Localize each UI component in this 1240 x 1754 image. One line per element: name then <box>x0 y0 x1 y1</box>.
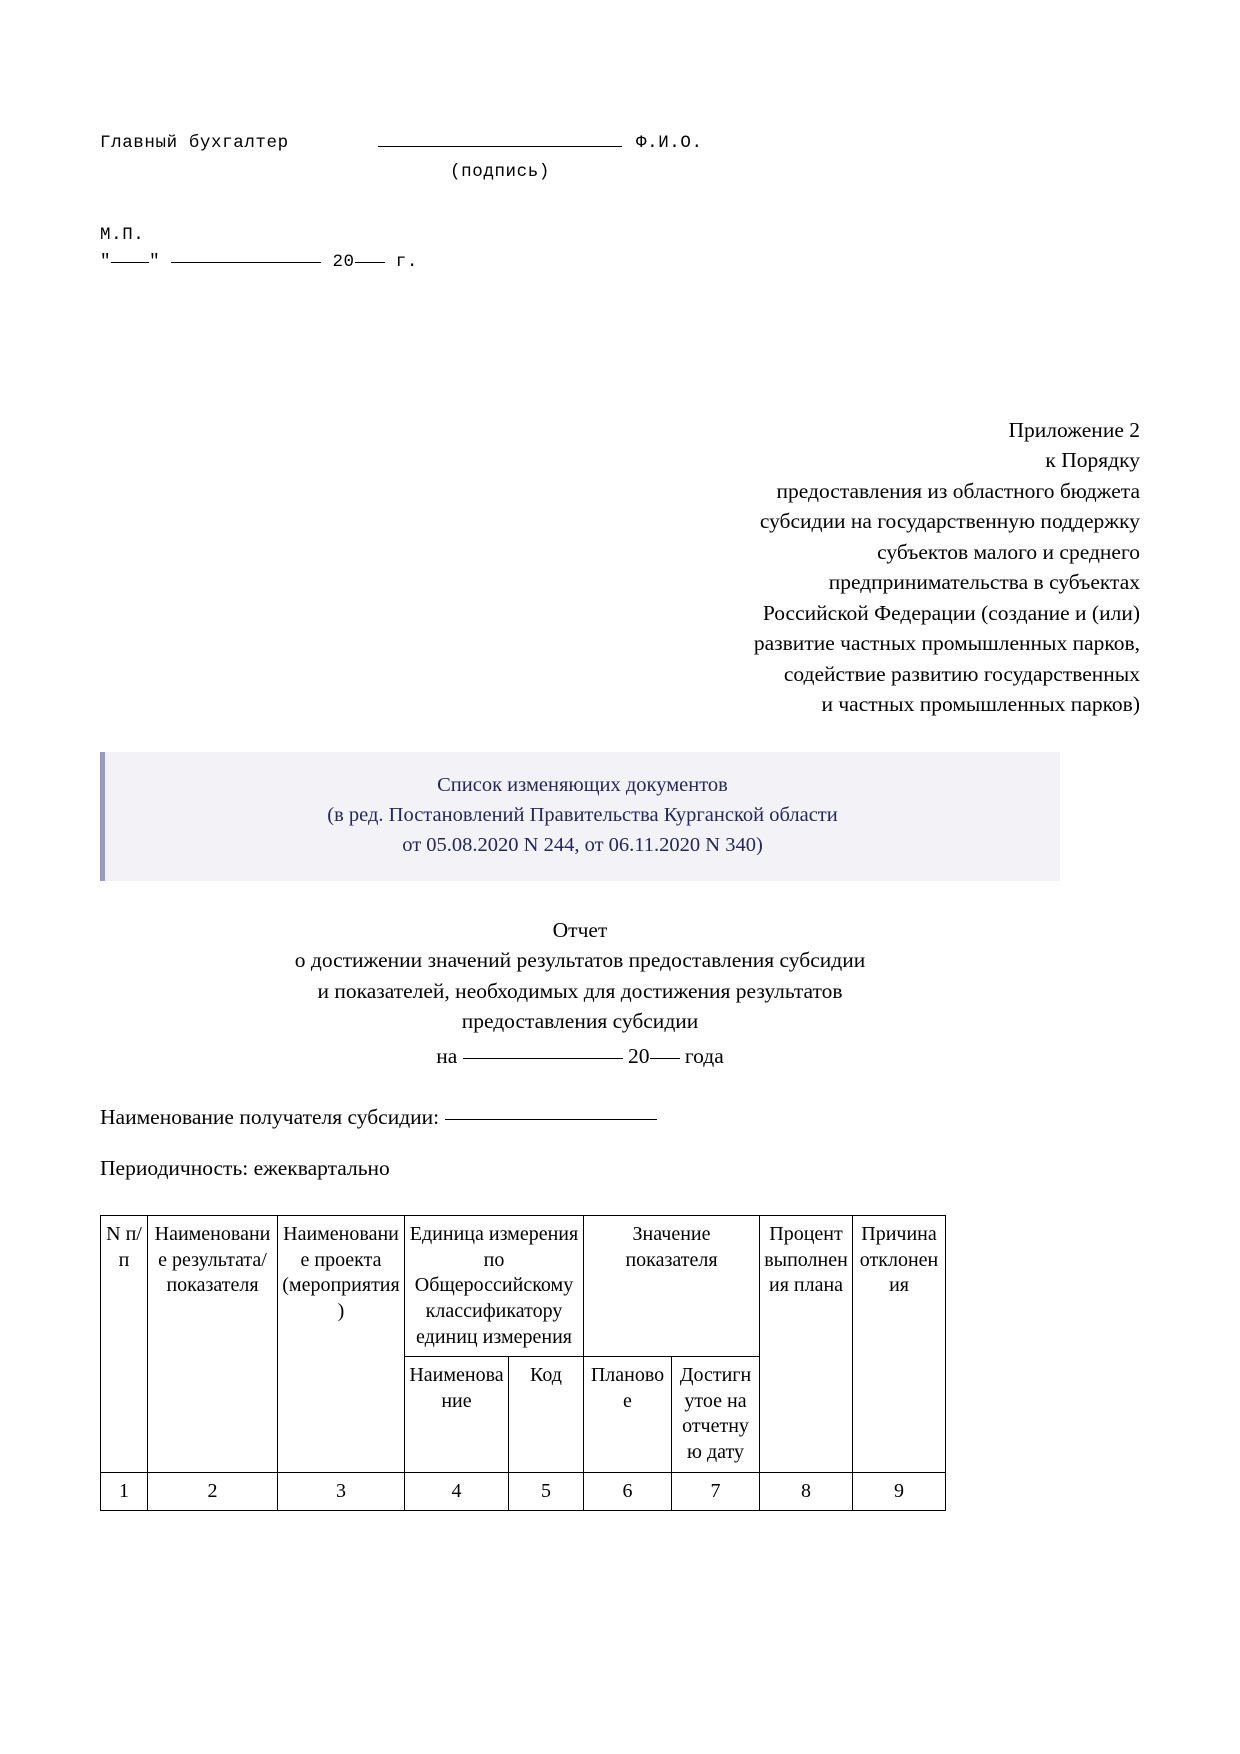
chief-accountant-row <box>100 130 1140 157</box>
th-number: N п/п <box>101 1216 148 1472</box>
table-header-row-1 <box>101 1216 946 1357</box>
recipient-input-blank[interactable] <box>445 1105 657 1120</box>
appendix-line: к Порядку <box>1045 448 1140 473</box>
appendix-line: Приложение 2 <box>1008 417 1140 442</box>
th-unit-code: Код <box>509 1357 584 1472</box>
report-title-line4: предоставления субсидии <box>461 1009 699 1034</box>
th-value-achieved: Достигнутое на отчетную дату <box>672 1357 760 1472</box>
amendment-line: от 05.08.2020 N 244, от 06.11.2020 N 340) <box>402 834 763 857</box>
amendment-notice-box <box>100 752 1060 881</box>
report-title-line1: Отчет <box>552 917 608 942</box>
report-year-blank[interactable] <box>650 1044 680 1059</box>
quote-open: " <box>100 252 112 273</box>
appendix-line: развитие частных промышленных парков, <box>753 631 1140 656</box>
periodicity-label: Периодичность: ежеквартально <box>100 1156 390 1181</box>
col-num: 9 <box>853 1472 946 1511</box>
signature-underline[interactable] <box>378 131 622 147</box>
appendix-line: предоставления из областного бюджета <box>776 478 1140 503</box>
appendix-line: субсидии на государственную поддержку <box>759 509 1140 534</box>
report-period-row <box>100 1041 1060 1072</box>
report-date-prefix: на <box>436 1043 458 1068</box>
appendix-line: предпринимательства в субъектах <box>828 570 1140 595</box>
col-num: 2 <box>148 1472 278 1511</box>
appendix-line: и частных промышленных парков) <box>821 692 1140 717</box>
th-deviation-reason: Причина отклонения <box>853 1216 946 1472</box>
signature-caption: (подпись) <box>450 162 550 183</box>
th-plan-percent: Процент выполнения плана <box>760 1216 853 1472</box>
table-column-number-row <box>101 1472 946 1511</box>
col-num: 8 <box>760 1472 853 1511</box>
report-date-suffix: года <box>684 1043 724 1068</box>
indicators-table <box>100 1215 946 1511</box>
year-suffix: г. <box>395 252 418 273</box>
appendix-line: содействие развитию государственных <box>783 661 1140 686</box>
appendix-line: субъектов малого и среднего <box>877 539 1140 564</box>
year-prefix: 20 <box>332 252 355 273</box>
report-title-line2: о достижении значений результатов предоставления субсидии <box>294 948 866 973</box>
day-blank[interactable] <box>111 250 149 263</box>
fio-label: Ф.И.О. <box>636 133 703 153</box>
recipient-label: Наименование получателя субсидии: <box>100 1105 440 1130</box>
amendment-line: (в ред. Постановлений Правительства Курганской области <box>327 803 838 826</box>
stamp-label: М.П. <box>100 225 145 246</box>
col-num: 6 <box>584 1472 672 1511</box>
appendix-header <box>100 415 1140 720</box>
year-blank[interactable] <box>355 250 385 263</box>
report-period-blank[interactable] <box>463 1044 623 1059</box>
col-num: 4 <box>405 1472 509 1511</box>
recipient-field-row <box>100 1105 1140 1130</box>
date-row <box>100 249 1140 276</box>
appendix-line: Российской Федерации (создание и (или) <box>762 600 1140 625</box>
amendment-title: Список изменяющих документов <box>437 773 728 796</box>
col-num: 1 <box>101 1472 148 1511</box>
th-value-planned: Плановое <box>584 1357 672 1472</box>
report-date-year: 20 <box>628 1043 650 1068</box>
col-num: 3 <box>278 1472 405 1511</box>
th-unit-name: Наименование <box>405 1357 509 1472</box>
th-indicator-value: Значение показателя <box>584 1216 760 1357</box>
col-num: 7 <box>672 1472 760 1511</box>
th-project-name: Наименование проекта (мероприятия) <box>278 1216 405 1472</box>
col-num: 5 <box>509 1472 584 1511</box>
th-indicator-name: Наименование результата/показателя <box>148 1216 278 1472</box>
th-unit-of-measure: Единица измерения по Общероссийскому классификатору единиц измерения <box>405 1216 584 1357</box>
month-blank[interactable] <box>171 250 321 263</box>
signature-block <box>100 0 1140 277</box>
quote-close: " <box>149 252 161 273</box>
chief-accountant-label: Главный бухгалтер <box>100 133 289 153</box>
report-title-line3: и показателей, необходимых для достижения результатов <box>317 978 843 1003</box>
report-title <box>100 915 1060 1072</box>
